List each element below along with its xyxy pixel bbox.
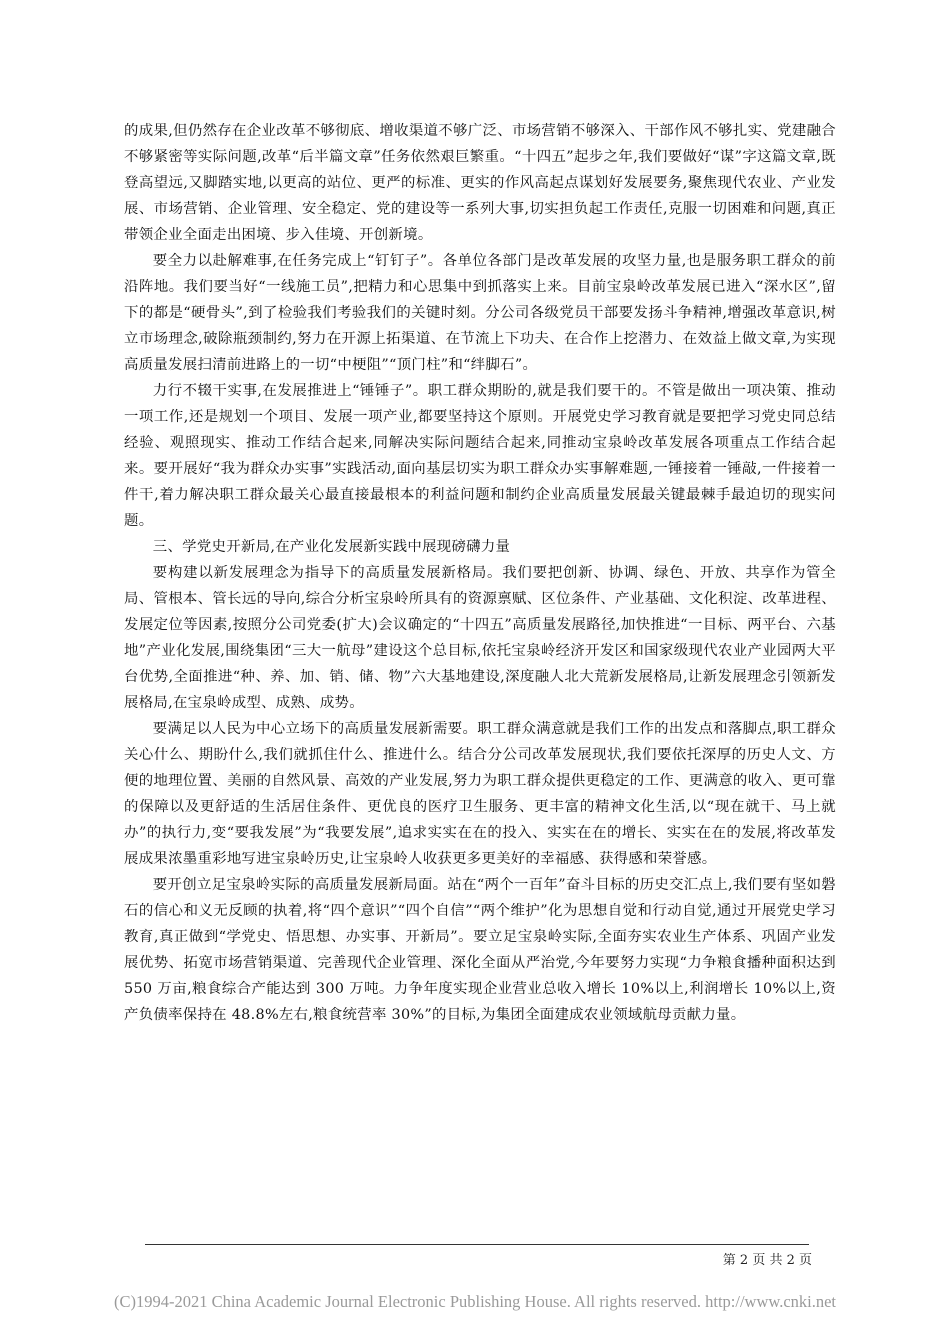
footer-divider xyxy=(145,1244,809,1245)
paragraph-solve-difficulties: 要全力以赴解难事,在任务完成上“钉钉子”。各单位各部门是改革发展的攻坚力量,也是服务职工群众的前沿阵地。我们要当好“一线施工员”,把精力和心思集中到抓落实上来。目前宝泉岭改革发展已进入“深水区”,留下的都是“硬骨头”,到了检验我们考验我们的关键时刻。分公司各级党员干部要发扬斗争精神,增强改革意识,树立市场理念,破除瓶颈制约,努力在开源上拓渠道、在节流上下功夫、在合作上挖潜力、在效益上做文章,为实现高质量发展扫清前进路上的一切“中梗阻”“顶门柱”和“绊脚石”。 xyxy=(124,253,836,373)
section-heading-three: 三、学党史开新局,在产业化发展新实践中展现磅礴力量 xyxy=(152,539,511,555)
paragraph-new-situation: 要开创立足宝泉岭实际的高质量发展新局面。站在“两个一百年”奋斗目标的历史交汇点上,我们要有坚如磐石的信心和义无反顾的执着,将“四个意识”“四个自信”“两个维护”化为思想自觉和行动自觉,通过开展党史学习教育,真正做到“学党史、悟思想、办实事、开新局”。要立足宝泉岭实际,全面夯实农业生产体系、巩固产业发展优势、拓宽市场营销渠道、完善现代企业管理、深化全面从严治党,今年要努力实现“力争粮食播种面积达到 550 万亩,粮食综合产能达到 300 万吨。力争年度实现企业营业总收入增长 10%以上,利润增长 10%以上,资产负债率保持在 48.8%左右,粮食统营率 30%”的目标,为集团全面建成农业领域航母贡献力量。 xyxy=(124,877,836,1023)
paragraph-practical-work: 力行不辍干实事,在发展推进上“锤锤子”。职工群众期盼的,就是我们要干的。不管是做出一项决策、推动一项工作,还是规划一个项目、发展一项产业,都要坚持这个原则。开展党史学习教育就是要把学习党史同总结经验、观照现实、推动工作结合起来,同解决实际问题结合起来,同推动宝泉岭改革发展各项重点工作结合起来。要开展好“我为群众办实事”实践活动,面向基层切实为职工群众办实事解难题,一锤接着一锤敲,一件接着一件干,着力解决职工群众最关心最直接最根本的利益问题和制约企业高质量发展最关键最棘手最迫切的现实问题。 xyxy=(124,383,836,529)
document-body xyxy=(124,118,836,1028)
paragraph-new-pattern: 要构建以新发展理念为指导下的高质量发展新格局。我们要把创新、协调、绿色、开放、共享作为管全局、管根本、管长远的导向,综合分析宝泉岭所具有的资源禀赋、区位条件、产业基础、文化积淀、改革进程、发展定位等因素,按照分公司党委(扩大)会议确定的“十四五”高质量发展路径,加快推进“一目标、两平台、六基地”产业化发展,围绕集团“三大一航母”建设这个总目标,依托宝泉岭经济开发区和国家级现代农业产业园两大平台优势,全面推进“种、养、加、销、储、物”六大基地建设,深度融人北大荒新发展格局,让新发展理念引领新发展格局,在宝泉岭成型、成熟、成势。 xyxy=(124,565,836,711)
paragraph-continued: 的成果,但仍然存在企业改革不够彻底、增收渠道不够广泛、市场营销不够深入、干部作风不够扎实、党建融合不够紧密等实际问题,改革“后半篇文章”任务依然艰巨繁重。“十四五”起步之年,我们要做好“谋”字这篇文章,既登高望远,又脚踏实地,以更高的站位、更严的标准、更实的作风高起点谋划好发展要务,聚焦现代农业、产业发展、市场营销、企业管理、安全稳定、党的建设等一系列大事,切实担负起工作责任,克服一切困难和问题,真正带领企业全面走出困境、步入佳境、开创新境。 xyxy=(124,123,836,243)
copyright-watermark: (C)1994-2021 China Academic Journal Electronic Publishing House. All rights reserved. http://www.cnki.net xyxy=(113,1292,837,1311)
paragraph-people-centered: 要满足以人民为中心立场下的高质量发展新需要。职工群众满意就是我们工作的出发点和落脚点,职工群众关心什么、期盼什么,我们就抓住什么、推进什么。结合分公司改革发展现状,我们要依托深厚的历史人文、方便的地理位置、美丽的自然风景、高效的产业发展,努力为职工群众提供更稳定的工作、更满意的收入、更可靠的保障以及更舒适的生活居住条件、更优良的医疗卫生服务、更丰富的精神文化生活,以“现在就干、马上就办”的执行力,变“要我发展”为“我要发展”,追求实实在在的投入、实实在在的增长、实实在在的发展,将改革发展成果浓墨重彩地写进宝泉岭历史,让宝泉岭人收获更多更美好的幸福感、获得感和荣誉感。 xyxy=(124,721,836,867)
page-number: 第 2 页 共 2 页 xyxy=(722,1253,812,1268)
